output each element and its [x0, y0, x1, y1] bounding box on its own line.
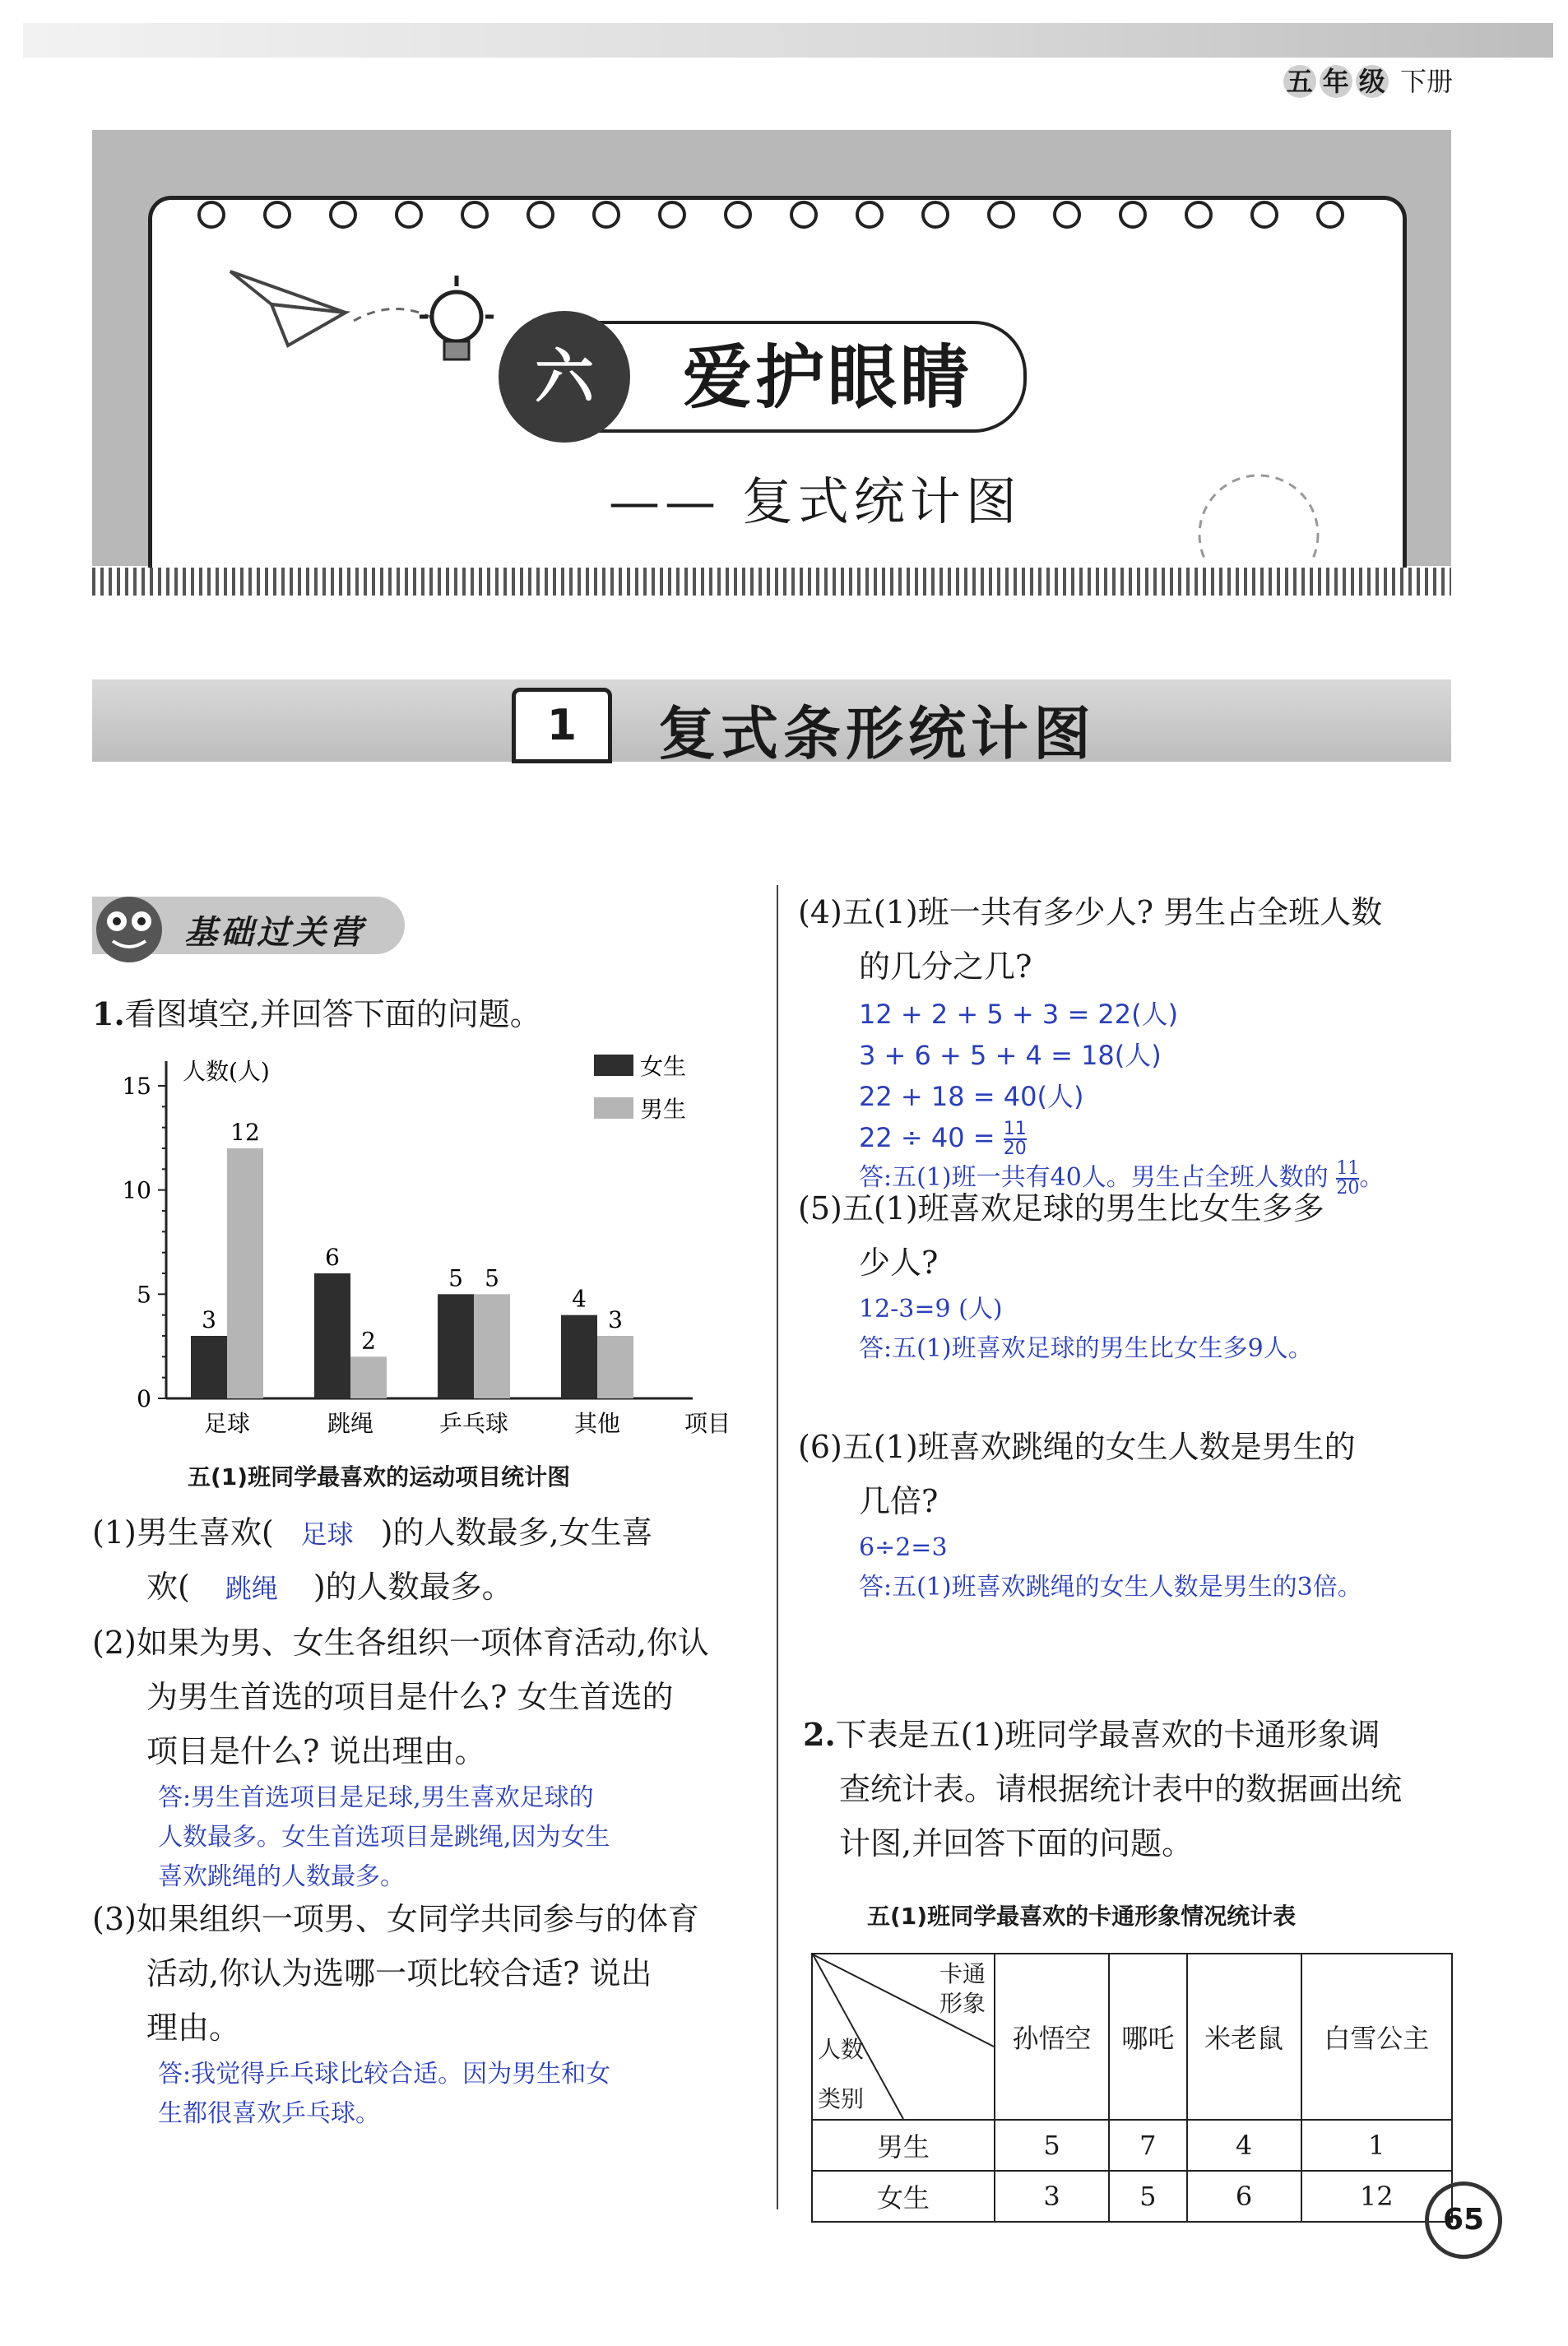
q2-stem-line: 查统计表。请根据统计表中的数据画出统: [839, 1771, 1403, 1807]
p4-answer: 答:五(1)班一共有40人。男生占全班人数的: [859, 1163, 1329, 1192]
table-cell: 7: [1109, 2120, 1187, 2171]
decorative-circle-icon: [1193, 469, 1324, 559]
fraction-denominator: 20: [1003, 1138, 1027, 1159]
q2-stem: [803, 1708, 1478, 1871]
ring-icon: [790, 201, 818, 229]
fraction-numerator: 11: [1003, 1119, 1027, 1139]
cartoon-table: [811, 1953, 1453, 2223]
ring-icon: [1119, 201, 1147, 229]
bar: [227, 1148, 263, 1398]
bar: [350, 1356, 387, 1398]
table-cell: 1: [1301, 2120, 1452, 2171]
table-cell: 3: [995, 2171, 1109, 2222]
lightbulb-icon: [411, 271, 502, 378]
ring-icon: [724, 201, 752, 229]
y-tick-label: 5: [137, 1281, 151, 1309]
column-header: 哪吒: [1109, 1954, 1187, 2120]
p1-text: (1)男生喜欢(: [92, 1514, 274, 1551]
p2-answer-line: 喜欢跳绳的人数最多。: [158, 1862, 405, 1891]
q1-part5: [798, 1178, 1473, 1369]
ring-icon: [197, 201, 225, 229]
volume-label: 下册: [1399, 66, 1453, 97]
p3-answer-line: 生都很喜欢乒乓球。: [158, 2099, 380, 2128]
q1-part1: [92, 1505, 750, 1614]
header-bar: [23, 23, 1553, 58]
table-cell: 12: [1301, 2171, 1452, 2222]
p4-line: 的几分之几?: [859, 948, 1032, 985]
x-tick-label: 其他: [573, 1410, 621, 1437]
p4-work-line: 3 + 6 + 5 + 4 = 18(人): [859, 1040, 1162, 1071]
q2-number: 2.: [803, 1716, 836, 1753]
bar-value-label: 6: [325, 1244, 340, 1271]
x-tick-label: 乒乓球: [438, 1410, 509, 1437]
ring-icon: [592, 201, 620, 229]
legend-label: 女生: [640, 1053, 687, 1080]
unit-title: 爱护眼睛: [683, 337, 973, 418]
p4-work-line: 22 ÷ 40 =: [859, 1122, 995, 1153]
x-tick-label: 足球: [203, 1410, 251, 1437]
ring-icon: [1053, 201, 1081, 229]
q1-part3: [92, 1892, 767, 2134]
bar: [597, 1336, 633, 1398]
corner-bottom-label: 类别: [818, 2085, 865, 2112]
bar-value-label: 5: [485, 1264, 499, 1292]
q2-stem-line: 计图,并回答下面的问题。: [839, 1825, 1194, 1862]
p6-work: 6÷2=3: [859, 1533, 948, 1562]
bar: [474, 1294, 510, 1398]
y-tick-label: 0: [137, 1385, 151, 1412]
ring-icon: [1250, 201, 1278, 229]
p2-answer-line: 人数最多。女生首选项目是跳绳,因为女生: [158, 1823, 610, 1852]
table-caption: 五(1)班同学最喜欢的卡通形象情况统计表: [867, 1903, 1297, 1930]
y-axis-label: 人数(人): [183, 1058, 270, 1085]
y-tick-label: 15: [122, 1073, 151, 1100]
table-cell: 4: [1187, 2120, 1301, 2171]
ring-icon: [527, 201, 554, 229]
fraction: [1004, 1120, 1027, 1158]
bar: [314, 1273, 350, 1398]
p3-line: 活动,你认为选哪一项比较合适? 说出: [146, 1955, 652, 1991]
p2-answer-line: 答:男生首选项目是足球,男生喜欢足球的: [158, 1783, 594, 1812]
q1-number: 1.: [92, 995, 125, 1032]
grade-char: 年: [1320, 65, 1352, 98]
table-cell: 5: [995, 2120, 1109, 2171]
p3-line: (3)如果组织一项男、女同学共同参与的体育: [92, 1901, 699, 1937]
ring-icon: [263, 201, 291, 229]
corner-mid-label: 人数: [818, 2036, 865, 2063]
x-axis-label: 项目: [684, 1410, 731, 1437]
p3-answer-line: 答:我觉得乒乓球比较合适。因为男生和女: [158, 2060, 611, 2089]
p4-work-line: 12 + 2 + 5 + 3 = 22(人): [859, 999, 1179, 1030]
ring-icon: [329, 201, 357, 229]
p1-answer-girls: 跳绳: [225, 1573, 278, 1604]
row-label: 女生: [812, 2171, 995, 2222]
ring-icon: [921, 201, 949, 229]
bar-value-label: 2: [361, 1327, 376, 1355]
y-tick-label: 10: [122, 1176, 151, 1204]
p5-line: 少人?: [859, 1245, 939, 1281]
section-title: 复式条形统计图: [658, 700, 1096, 767]
legend-swatch: [594, 1055, 633, 1076]
sports-bar-chart: [92, 1045, 734, 1456]
q1-part2: [92, 1616, 767, 1897]
p2-line: 项目是什么? 说出理由。: [146, 1733, 486, 1769]
legend-swatch: [594, 1097, 633, 1119]
p1-text: 欢(: [146, 1569, 190, 1605]
column-divider: [777, 885, 778, 2209]
q1-part6: [798, 1420, 1473, 1607]
p1-text: )的人数最多。: [313, 1569, 513, 1605]
fraction-denominator: 20: [1336, 1178, 1360, 1198]
q1-part4: (4)五(1)班一共有多少人? 男生占全班人数 的几分之几? 12 + 2 + 5 + 3 = 22(人) 3 + 6 + 5 + 4 = 18(人) 22 + 18 = 40(人) 22 ÷ 40 = $\frac{11}{20}$ 答:五(1)班一共有40人。男生占全班人数的 $\frac{11}{20}$ 。: [798, 885, 1473, 1198]
grade-label: [1283, 61, 1453, 99]
p5-line: (5)五(1)班喜欢足球的男生比女生多多: [798, 1190, 1324, 1226]
table-cell: 5: [1109, 2171, 1187, 2222]
table-cell: 6: [1187, 2171, 1301, 2222]
column-header: 孙悟空: [995, 1954, 1109, 2120]
p1-text: )的人数最多,女生喜: [380, 1514, 653, 1551]
q2-stem-line: 下表是五(1)班同学最喜欢的卡通形象调: [835, 1717, 1380, 1753]
tag-label: 基础过关营: [184, 914, 365, 952]
ring-icon: [395, 201, 423, 229]
bar-value-label: 3: [202, 1306, 216, 1333]
column-header: 白雪公主: [1301, 1954, 1452, 2120]
p5-answer: 答:五(1)班喜欢足球的男生比女生多9人。: [859, 1334, 1313, 1363]
bar: [561, 1315, 597, 1398]
frog-icon: [92, 890, 166, 964]
ring-icon: [987, 201, 1015, 229]
p6-line: (6)五(1)班喜欢跳绳的女生人数是男生的: [798, 1429, 1356, 1465]
ring-icon: [856, 201, 884, 229]
row-label: 男生: [812, 2120, 995, 2171]
page-number: 65: [1425, 2181, 1502, 2259]
fraction-numerator: 11: [1336, 1158, 1360, 1179]
banner-stripe: [92, 568, 1451, 596]
unit-subtitle: —— 复式统计图: [609, 471, 1022, 531]
p4-work-line: 22 + 18 = 40(人): [859, 1081, 1084, 1112]
ring-icon: [658, 201, 686, 229]
section-number: 1: [512, 688, 612, 763]
q1-stem: [92, 987, 541, 1041]
table-corner-cell: [812, 1954, 995, 2120]
p6-line: 几倍?: [859, 1483, 939, 1519]
x-tick-label: 跳绳: [327, 1410, 374, 1437]
p1-answer-boys: 足球: [300, 1518, 354, 1550]
column-header: 米老鼠: [1187, 1954, 1301, 2120]
p5-work: 12-3=9 (人): [859, 1295, 1003, 1324]
p2-line: 为男生首选的项目是什么? 女生首选的: [146, 1679, 674, 1715]
ring-icon: [461, 201, 489, 229]
q1-stem-text: 看图填空,并回答下面的问题。: [124, 996, 541, 1032]
grade-char: 五: [1283, 65, 1316, 98]
ring-icon: [1185, 201, 1213, 229]
bar-value-label: 3: [608, 1306, 623, 1333]
p6-answer: 答:五(1)班喜欢跳绳的女生人数是男生的3倍。: [859, 1573, 1362, 1602]
chart-caption: 五(1)班同学最喜欢的运动项目统计图: [188, 1463, 571, 1491]
grade-char: 级: [1356, 65, 1389, 98]
bar-value-label: 5: [448, 1264, 463, 1292]
legend-label: 男生: [640, 1096, 687, 1123]
p2-line: (2)如果为男、女生各组织一项体育活动,你认: [92, 1625, 709, 1661]
unit-number: 六: [499, 311, 630, 443]
bar: [438, 1294, 474, 1398]
bar-value-label: 4: [572, 1285, 587, 1313]
p3-line: 理由。: [146, 2010, 241, 2046]
bar: [191, 1336, 227, 1398]
ring-icon: [1316, 201, 1344, 229]
p4-line: (4)五(1)班一共有多少人? 男生占全班人数: [798, 894, 1383, 930]
corner-top-label: 卡通 形象: [939, 1960, 986, 2017]
bar-value-label: 12: [230, 1119, 260, 1146]
